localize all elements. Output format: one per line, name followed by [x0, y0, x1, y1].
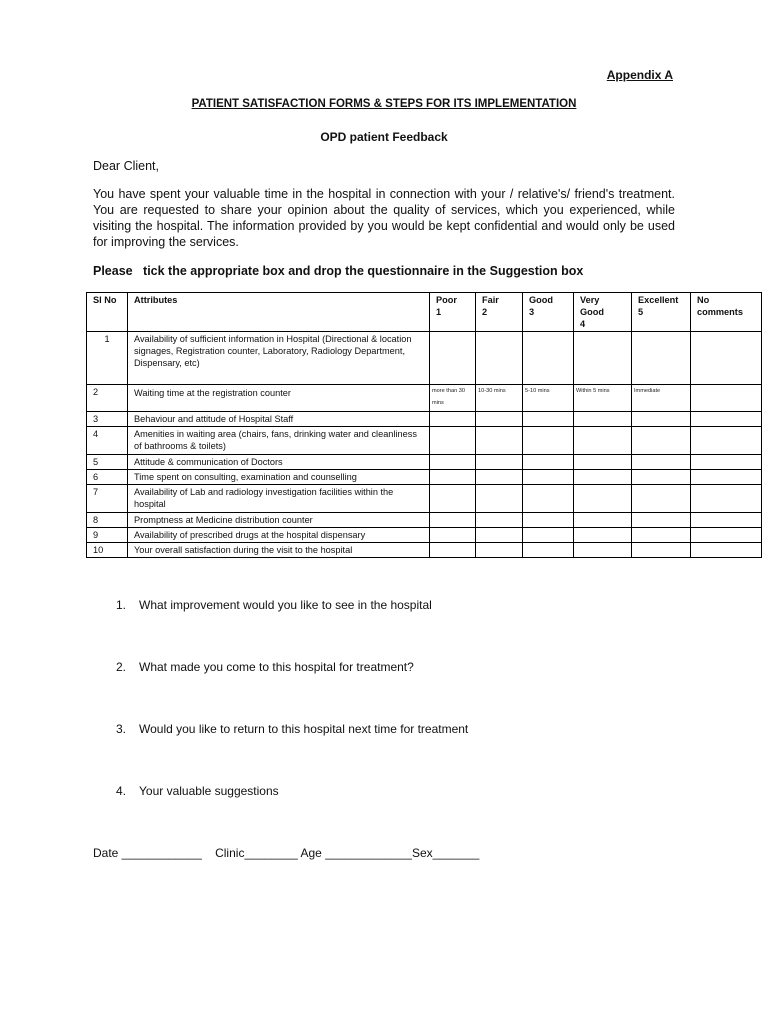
salutation: Dear Client, — [93, 159, 159, 173]
rating-cell-very-good[interactable] — [574, 455, 632, 470]
row-attribute: Waiting time at the registration counter — [128, 385, 430, 412]
table-row — [87, 543, 762, 558]
rating-cell-very-good[interactable] — [574, 543, 632, 558]
header-sl-no: Sl No — [87, 293, 128, 332]
rating-cell-very-good[interactable] — [574, 332, 632, 385]
rating-cell-excellent[interactable]: Immediate — [632, 385, 691, 412]
rating-cell-good[interactable] — [523, 543, 574, 558]
rating-cell-excellent[interactable] — [632, 513, 691, 528]
rating-cell-no-comments[interactable] — [691, 455, 762, 470]
rating-cell-fair[interactable] — [476, 455, 523, 470]
question-number: 4. — [116, 784, 127, 798]
row-sl-no: 6 — [87, 470, 128, 485]
rating-cell-no-comments[interactable] — [691, 385, 762, 412]
rating-cell-no-comments[interactable] — [691, 470, 762, 485]
rating-cell-no-comments[interactable] — [691, 427, 762, 455]
row-attribute: Attitude & communication of Doctors — [128, 455, 430, 470]
rating-cell-very-good[interactable] — [574, 528, 632, 543]
intro-paragraph: You have spent your valuable time in the hospital in connection with your / relative's/ friend's treatment. You are requested to share your opinion about the quality of services, which you experienced, while visiting the hospital. The information provided by you would be kept confidential and would only be used for improving the services. — [93, 187, 675, 249]
rating-cell-good[interactable] — [523, 412, 574, 427]
question-text: Would you like to return to this hospital next time for treatment — [139, 722, 469, 736]
header-very-good: Very Good 4 — [574, 293, 632, 332]
header-poor: Poor 1 — [430, 293, 476, 332]
rating-cell-no-comments[interactable] — [691, 332, 762, 385]
rating-cell-good[interactable] — [523, 427, 574, 455]
rating-table — [86, 292, 762, 558]
row-sl-no: 2 — [87, 385, 128, 412]
rating-cell-fair[interactable] — [476, 513, 523, 528]
table-row — [87, 455, 762, 470]
rating-cell-fair[interactable] — [476, 528, 523, 543]
table-row — [87, 332, 762, 385]
row-attribute: Your overall satisfaction during the visit to the hospital — [128, 543, 430, 558]
table-row — [87, 513, 762, 528]
rating-cell-poor[interactable] — [430, 427, 476, 455]
table-row — [87, 485, 762, 513]
rating-cell-fair[interactable] — [476, 485, 523, 513]
rating-cell-excellent[interactable] — [632, 543, 691, 558]
appendix-label: Appendix A — [606, 68, 673, 82]
rating-cell-excellent[interactable] — [632, 470, 691, 485]
header-good: Good 3 — [523, 293, 574, 332]
row-sl-no: 4 — [87, 427, 128, 455]
rating-cell-fair[interactable] — [476, 543, 523, 558]
row-attribute: Amenities in waiting area (chairs, fans, drinking water and cleanliness of bathrooms & toilets) — [128, 427, 430, 455]
table-row — [87, 427, 762, 455]
rating-cell-fair[interactable] — [476, 427, 523, 455]
question-item — [116, 598, 468, 660]
row-attribute: Availability of sufficient information in Hospital (Directional & location signages, Registration counter, Laboratory, Radiology Department, Dispensary, etc) — [128, 332, 430, 385]
date-clinic-age-sex-fields[interactable]: Date ____________ Clinic________ Age _____________Sex_______ — [93, 846, 480, 860]
question-number: 1. — [116, 598, 127, 612]
instruction-text: Please tick the appropriate box and drop the questionnaire in the Suggestion box — [93, 264, 584, 278]
rating-cell-poor[interactable] — [430, 332, 476, 385]
row-attribute: Behaviour and attitude of Hospital Staff — [128, 412, 430, 427]
form-subtitle: OPD patient Feedback — [320, 130, 448, 144]
table-row — [87, 412, 762, 427]
row-attribute: Promptness at Medicine distribution counter — [128, 513, 430, 528]
rating-cell-fair[interactable]: 10-30 mins — [476, 385, 523, 412]
rating-cell-poor[interactable] — [430, 412, 476, 427]
row-sl-no: 9 — [87, 528, 128, 543]
row-sl-no: 8 — [87, 513, 128, 528]
question-item — [116, 722, 468, 784]
rating-cell-fair[interactable] — [476, 332, 523, 385]
rating-cell-poor[interactable] — [430, 513, 476, 528]
rating-cell-no-comments[interactable] — [691, 528, 762, 543]
rating-cell-fair[interactable] — [476, 412, 523, 427]
rating-cell-poor[interactable] — [430, 485, 476, 513]
row-attribute: Availability of prescribed drugs at the hospital dispensary — [128, 528, 430, 543]
rating-cell-poor[interactable]: more than 30 mins — [430, 385, 476, 412]
header-no-comments: No comments — [691, 293, 762, 332]
rating-cell-poor[interactable] — [430, 543, 476, 558]
question-number: 3. — [116, 722, 127, 736]
rating-cell-good[interactable] — [523, 332, 574, 385]
table-row — [87, 528, 762, 543]
rating-cell-good[interactable] — [523, 485, 574, 513]
row-attribute: Availability of Lab and radiology investigation facilities within the hospital — [128, 485, 430, 513]
question-number: 2. — [116, 660, 127, 674]
question-text: Your valuable suggestions — [139, 784, 279, 798]
rating-cell-good[interactable] — [523, 513, 574, 528]
header-excellent: Excellent 5 — [632, 293, 691, 332]
rating-cell-no-comments[interactable] — [691, 543, 762, 558]
rating-cell-very-good[interactable] — [574, 427, 632, 455]
table-row — [87, 385, 762, 412]
rating-cell-good[interactable]: 5-10 mins — [523, 385, 574, 412]
rating-cell-excellent[interactable] — [632, 427, 691, 455]
rating-cell-poor[interactable] — [430, 528, 476, 543]
rating-cell-poor[interactable] — [430, 455, 476, 470]
row-sl-no: 10 — [87, 543, 128, 558]
question-item — [116, 660, 468, 722]
rating-cell-no-comments[interactable] — [691, 513, 762, 528]
header-attributes: Attributes — [128, 293, 430, 332]
question-text: What improvement would you like to see in the hospital — [139, 598, 432, 612]
rating-cell-good[interactable] — [523, 455, 574, 470]
rating-cell-excellent[interactable] — [632, 455, 691, 470]
question-text: What made you come to this hospital for treatment? — [139, 660, 414, 674]
row-attribute: Time spent on consulting, examination and counselling — [128, 470, 430, 485]
rating-cell-excellent[interactable] — [632, 412, 691, 427]
rating-cell-poor[interactable] — [430, 470, 476, 485]
questions-list — [116, 598, 468, 846]
table-row — [87, 470, 762, 485]
rating-cell-very-good[interactable] — [574, 470, 632, 485]
document-title: PATIENT SATISFACTION FORMS & STEPS FOR ITS IMPLEMENTATION — [191, 98, 577, 110]
row-sl-no: 7 — [87, 485, 128, 513]
row-sl-no: 5 — [87, 455, 128, 470]
rating-cell-very-good[interactable] — [574, 485, 632, 513]
rating-cell-no-comments[interactable] — [691, 412, 762, 427]
rating-cell-excellent[interactable] — [632, 485, 691, 513]
header-fair: Fair 2 — [476, 293, 523, 332]
row-sl-no: 3 — [87, 412, 128, 427]
rating-cell-good[interactable] — [523, 470, 574, 485]
rating-cell-very-good[interactable]: Within 5 mins — [574, 385, 632, 412]
question-item — [116, 784, 468, 846]
rating-cell-good[interactable] — [523, 528, 574, 543]
rating-cell-fair[interactable] — [476, 470, 523, 485]
rating-cell-excellent[interactable] — [632, 528, 691, 543]
row-sl-no: 1 — [87, 332, 128, 385]
rating-cell-very-good[interactable] — [574, 513, 632, 528]
rating-cell-very-good[interactable] — [574, 412, 632, 427]
table-header-row — [87, 293, 762, 332]
rating-cell-excellent[interactable] — [632, 332, 691, 385]
rating-cell-no-comments[interactable] — [691, 485, 762, 513]
